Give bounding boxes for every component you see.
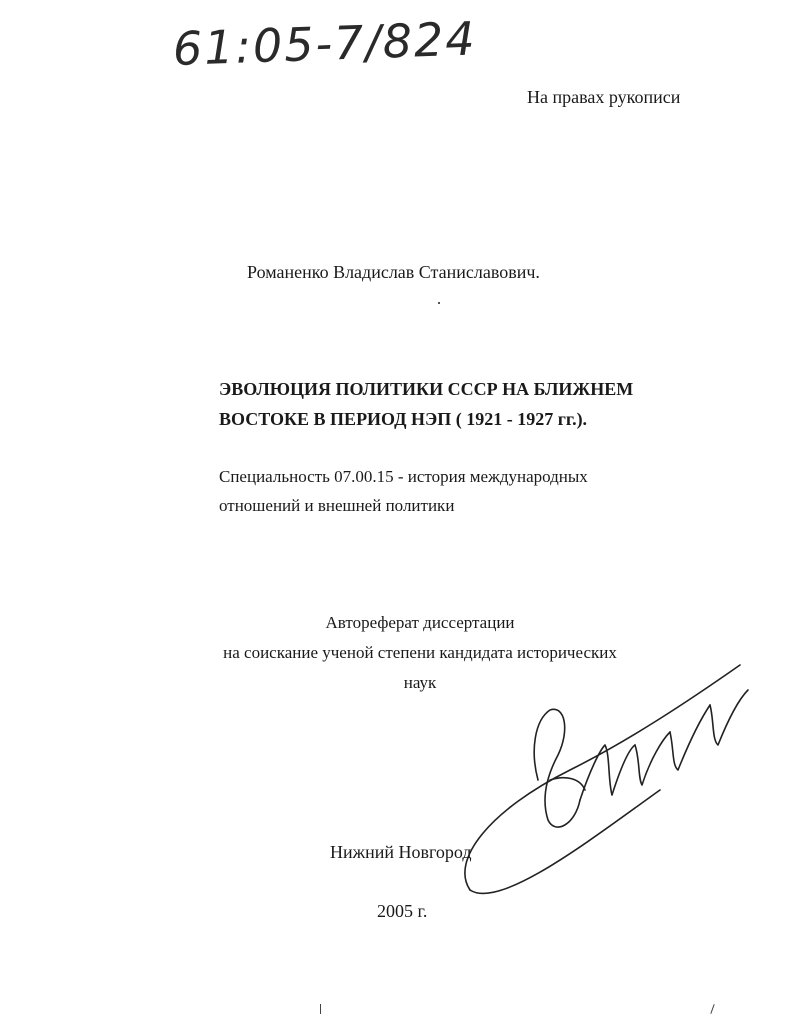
dissertation-title xyxy=(219,374,633,434)
title-line-2: ВОСТОКЕ В ПЕРИОД НЭП ( 1921 - 1927 гг.). xyxy=(219,409,588,429)
signature-strokes xyxy=(465,665,748,894)
title-line-1: ЭВОЛЮЦИЯ ПОЛИТИКИ СССР НА БЛИЖНЕМ xyxy=(219,379,634,399)
abstract-line-1: Автореферат диссертации xyxy=(325,613,515,632)
year: 2005 г. xyxy=(377,901,428,921)
specialty-line-2: отношений и внешней политики xyxy=(219,496,455,515)
specialty-block xyxy=(219,462,588,520)
abstract-line-3: наук xyxy=(403,673,437,692)
rights-note: На правах рукописи xyxy=(527,87,681,107)
specialty-line-1: Специальность 07.00.15 - история международных xyxy=(219,467,588,486)
scan-mark-right xyxy=(710,1004,714,1014)
scan-mark-left xyxy=(320,1004,321,1014)
handwritten-catalog-code: 61:05-7/824 xyxy=(172,11,478,76)
handwritten-signature xyxy=(430,660,770,910)
city: Нижний Новгород xyxy=(330,842,472,862)
stray-dot xyxy=(438,302,440,304)
author-name: Романенко Владислав Станиславович. xyxy=(247,262,540,282)
abstract-line-2: на соискание ученой степени кандидата исторических xyxy=(223,643,617,662)
